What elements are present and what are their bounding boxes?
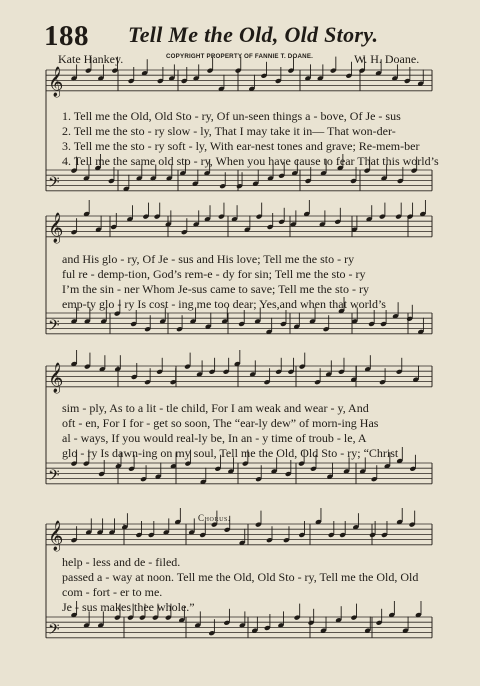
lyric-line: and His glo - ry, Of Je - sus and His love; Tell me the sto - ry <box>62 252 355 266</box>
lyric-line: passed a - way at noon. Tell me the Old, Old Sto - ry, Tell me the Old, Old <box>62 570 419 584</box>
treble-clef-icon: 𝄞 <box>48 212 64 243</box>
lyric-line: sim - ply, As to a lit - tle child, For I am weak and wear - y, And <box>62 401 369 415</box>
treble-clef-icon: 𝄞 <box>48 66 64 97</box>
bass-clef-icon: 𝄢 <box>48 173 60 195</box>
lyric-line: oft - en, For I for - get so soon, The “ear-ly dew” of morn-ing Has <box>62 416 379 430</box>
treble-clef-icon: 𝄞 <box>48 362 64 393</box>
hymn-title: Tell Me the Old, Old Story. <box>128 22 379 47</box>
lyric-line: com - fort - er to me. <box>62 585 163 599</box>
bass-clef-icon: 𝄢 <box>48 466 60 488</box>
staff <box>46 617 432 638</box>
chorus-label: Chorus. <box>198 513 231 523</box>
author: Kate Hankey. <box>58 52 124 66</box>
lyric-line: I’m the sin - ner Whom Je-sus came to save; Tell me the sto - ry <box>62 282 369 296</box>
lyric-line: Je - sus makes thee whole.” <box>62 600 195 614</box>
staff <box>46 70 432 91</box>
lyric-line: glo - ry Is dawn-ing on my soul, Tell me the Old, Old Sto - ry; “Christ <box>62 446 399 460</box>
hymn-number: 188 <box>44 20 89 52</box>
lyric-line: 2. Tell me the sto - ry slow - ly, That I may take it in— That won-der- <box>62 124 396 138</box>
staff <box>46 216 432 237</box>
composer: W. H. Doane. <box>354 52 420 66</box>
lyric-line: al - ways, If you would real-ly be, In an - y time of troub - le, A <box>62 431 367 445</box>
copyright-notice: COPYRIGHT PROPERTY OF FANNIE T. DOANE. <box>166 53 314 60</box>
lyric-line: help - less and de - filed. <box>62 555 181 569</box>
lyric-line: ful re - demp-tion, God’s rem-e - dy for sin; Tell me the sto - ry <box>62 267 366 281</box>
bass-clef-icon: 𝄢 <box>48 620 60 642</box>
treble-clef-icon: 𝄞 <box>48 520 64 551</box>
lyric-line: 4. Tell me the same old sto - ry, When you have cause to fear That this world’s <box>62 154 439 168</box>
lyric-line: 3. Tell me the sto - ry soft - ly, With ear-nest tones and grave; Re-mem-ber <box>62 139 420 153</box>
bass-clef-icon: 𝄢 <box>48 316 60 338</box>
lyric-line: 1. Tell me the Old, Old Sto - ry, Of un-seen things a - bove, Of Je - sus <box>62 109 401 123</box>
lyric-line: emp-ty glo - ry Is cost - ing me too dear; Yes,and when that world’s <box>62 297 386 311</box>
